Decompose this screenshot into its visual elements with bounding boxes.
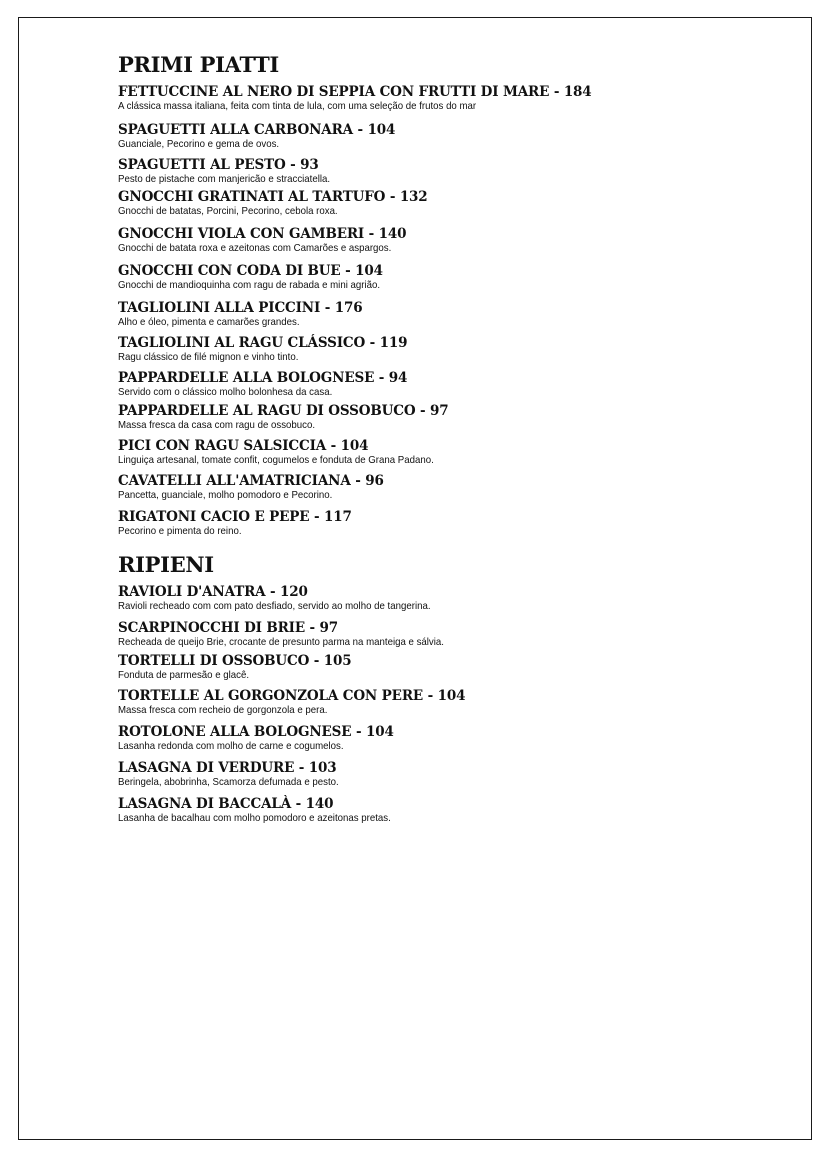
menu-item [118, 438, 798, 467]
menu-item-name: PICI CON RAGU SALSICCIA - 104 [118, 438, 369, 454]
menu-item-description: Guanciale, Pecorino e gema de ovos. [118, 138, 280, 150]
menu-item-description: Linguiça artesanal, tomate confit, cogumelos e fonduta de Grana Padano. [118, 454, 434, 466]
menu-item [118, 122, 798, 151]
menu-item-name: PAPPARDELLE ALLA BOLOGNESE - 94 [118, 370, 408, 386]
menu-item-name: RIGATONI CACIO E PEPE - 117 [118, 509, 352, 525]
menu-item-description: Servido com o clássico molho bolonhesa da casa. [118, 386, 333, 398]
menu-content [118, 52, 798, 825]
menu-item-description: Pesto de pistache com manjericão e stracciatella. [118, 173, 331, 185]
menu-item-description: Gnocchi de batata roxa e azeitonas com Camarões e aspargos. [118, 242, 392, 254]
menu-item-description: Recheada de queijo Brie, crocante de presunto parma na manteiga e sálvia. [118, 636, 444, 648]
menu-item-description: Lasanha redonda com molho de carne e cogumelos. [118, 740, 344, 752]
section-title: PRIMI PIATTI [118, 52, 279, 77]
menu-item-description: Fonduta de parmesão e glacê. [118, 669, 250, 681]
menu-item-description: Massa fresca com recheio de gorgonzola e pera. [118, 704, 328, 716]
section-primi-piatti [118, 52, 798, 538]
menu-item [118, 473, 798, 502]
menu-item-description: Ravioli recheado com com pato desfiado, servido ao molho de tangerina. [118, 600, 431, 612]
menu-item [118, 584, 798, 613]
menu-item-name: FETTUCCINE AL NERO DI SEPPIA CON FRUTTI DI MARE - 184 [118, 84, 592, 100]
menu-item-description: Pecorino e pimenta do reino. [118, 525, 242, 537]
menu-item-description: Pancetta, guanciale, molho pomodoro e Pecorino. [118, 489, 333, 501]
menu-item-name: LASAGNA DI BACCALÀ - 140 [118, 796, 334, 812]
menu-item [118, 189, 798, 218]
menu-item [118, 688, 798, 717]
menu-item-description: Beringela, abobrinha, Scamorza defumada e pesto. [118, 776, 339, 788]
menu-item-description: Gnocchi de mandioquinha com ragu de rabada e mini agrião. [118, 279, 381, 291]
menu-item-name: SPAGUETTI ALLA CARBONARA - 104 [118, 122, 396, 138]
menu-item-description: Alho e óleo, pimenta e camarões grandes. [118, 316, 300, 328]
menu-item [118, 653, 798, 682]
menu-item-name: TORTELLE AL GORGONZOLA CON PERE - 104 [118, 688, 466, 704]
menu-item [118, 300, 798, 329]
menu-item-description: A clássica massa italiana, feita com tinta de lula, com uma seleção de frutos do mar [118, 100, 477, 112]
menu-item [118, 335, 798, 364]
menu-item [118, 403, 798, 432]
menu-item [118, 370, 798, 399]
menu-item [118, 760, 798, 789]
section-ripieni [118, 552, 798, 825]
menu-item [118, 263, 798, 292]
menu-item-description: Lasanha de bacalhau com molho pomodoro e azeitonas pretas. [118, 812, 391, 824]
menu-item-name: CAVATELLI ALL'AMATRICIANA - 96 [118, 473, 384, 489]
menu-item-name: PAPPARDELLE AL RAGU DI OSSOBUCO - 97 [118, 403, 449, 419]
menu-item-name: TAGLIOLINI ALLA PICCINI - 176 [118, 300, 363, 316]
menu-item [118, 157, 798, 186]
menu-item-description: Gnocchi de batatas, Porcini, Pecorino, cebola roxa. [118, 205, 338, 217]
menu-item [118, 796, 798, 825]
menu-item [118, 724, 798, 753]
menu-item-name: GNOCCHI GRATINATI AL TARTUFO - 132 [118, 189, 428, 205]
menu-item [118, 509, 798, 538]
menu-item-name: SCARPINOCCHI DI BRIE - 97 [118, 620, 339, 636]
menu-item-name: ROTOLONE ALLA BOLOGNESE - 104 [118, 724, 394, 740]
menu-item-name: GNOCCHI CON CODA DI BUE - 104 [118, 263, 383, 279]
menu-item [118, 84, 798, 113]
menu-item-name: RAVIOLI D'ANATRA - 120 [118, 584, 308, 600]
section-title: RIPIENI [118, 552, 214, 577]
menu-item-description: Ragu clássico de filé mignon e vinho tinto. [118, 351, 299, 363]
menu-item-name: SPAGUETTI AL PESTO - 93 [118, 157, 319, 173]
menu-item [118, 226, 798, 255]
menu-item-description: Massa fresca da casa com ragu de ossobuco. [118, 419, 316, 431]
menu-item-name: TAGLIOLINI AL RAGU CLÁSSICO - 119 [118, 335, 408, 351]
menu-item-name: GNOCCHI VIOLA CON GAMBERI - 140 [118, 226, 407, 242]
menu-item [118, 620, 798, 649]
menu-item-name: LASAGNA DI VERDURE - 103 [118, 760, 337, 776]
menu-item-name: TORTELLI DI OSSOBUCO - 105 [118, 653, 352, 669]
